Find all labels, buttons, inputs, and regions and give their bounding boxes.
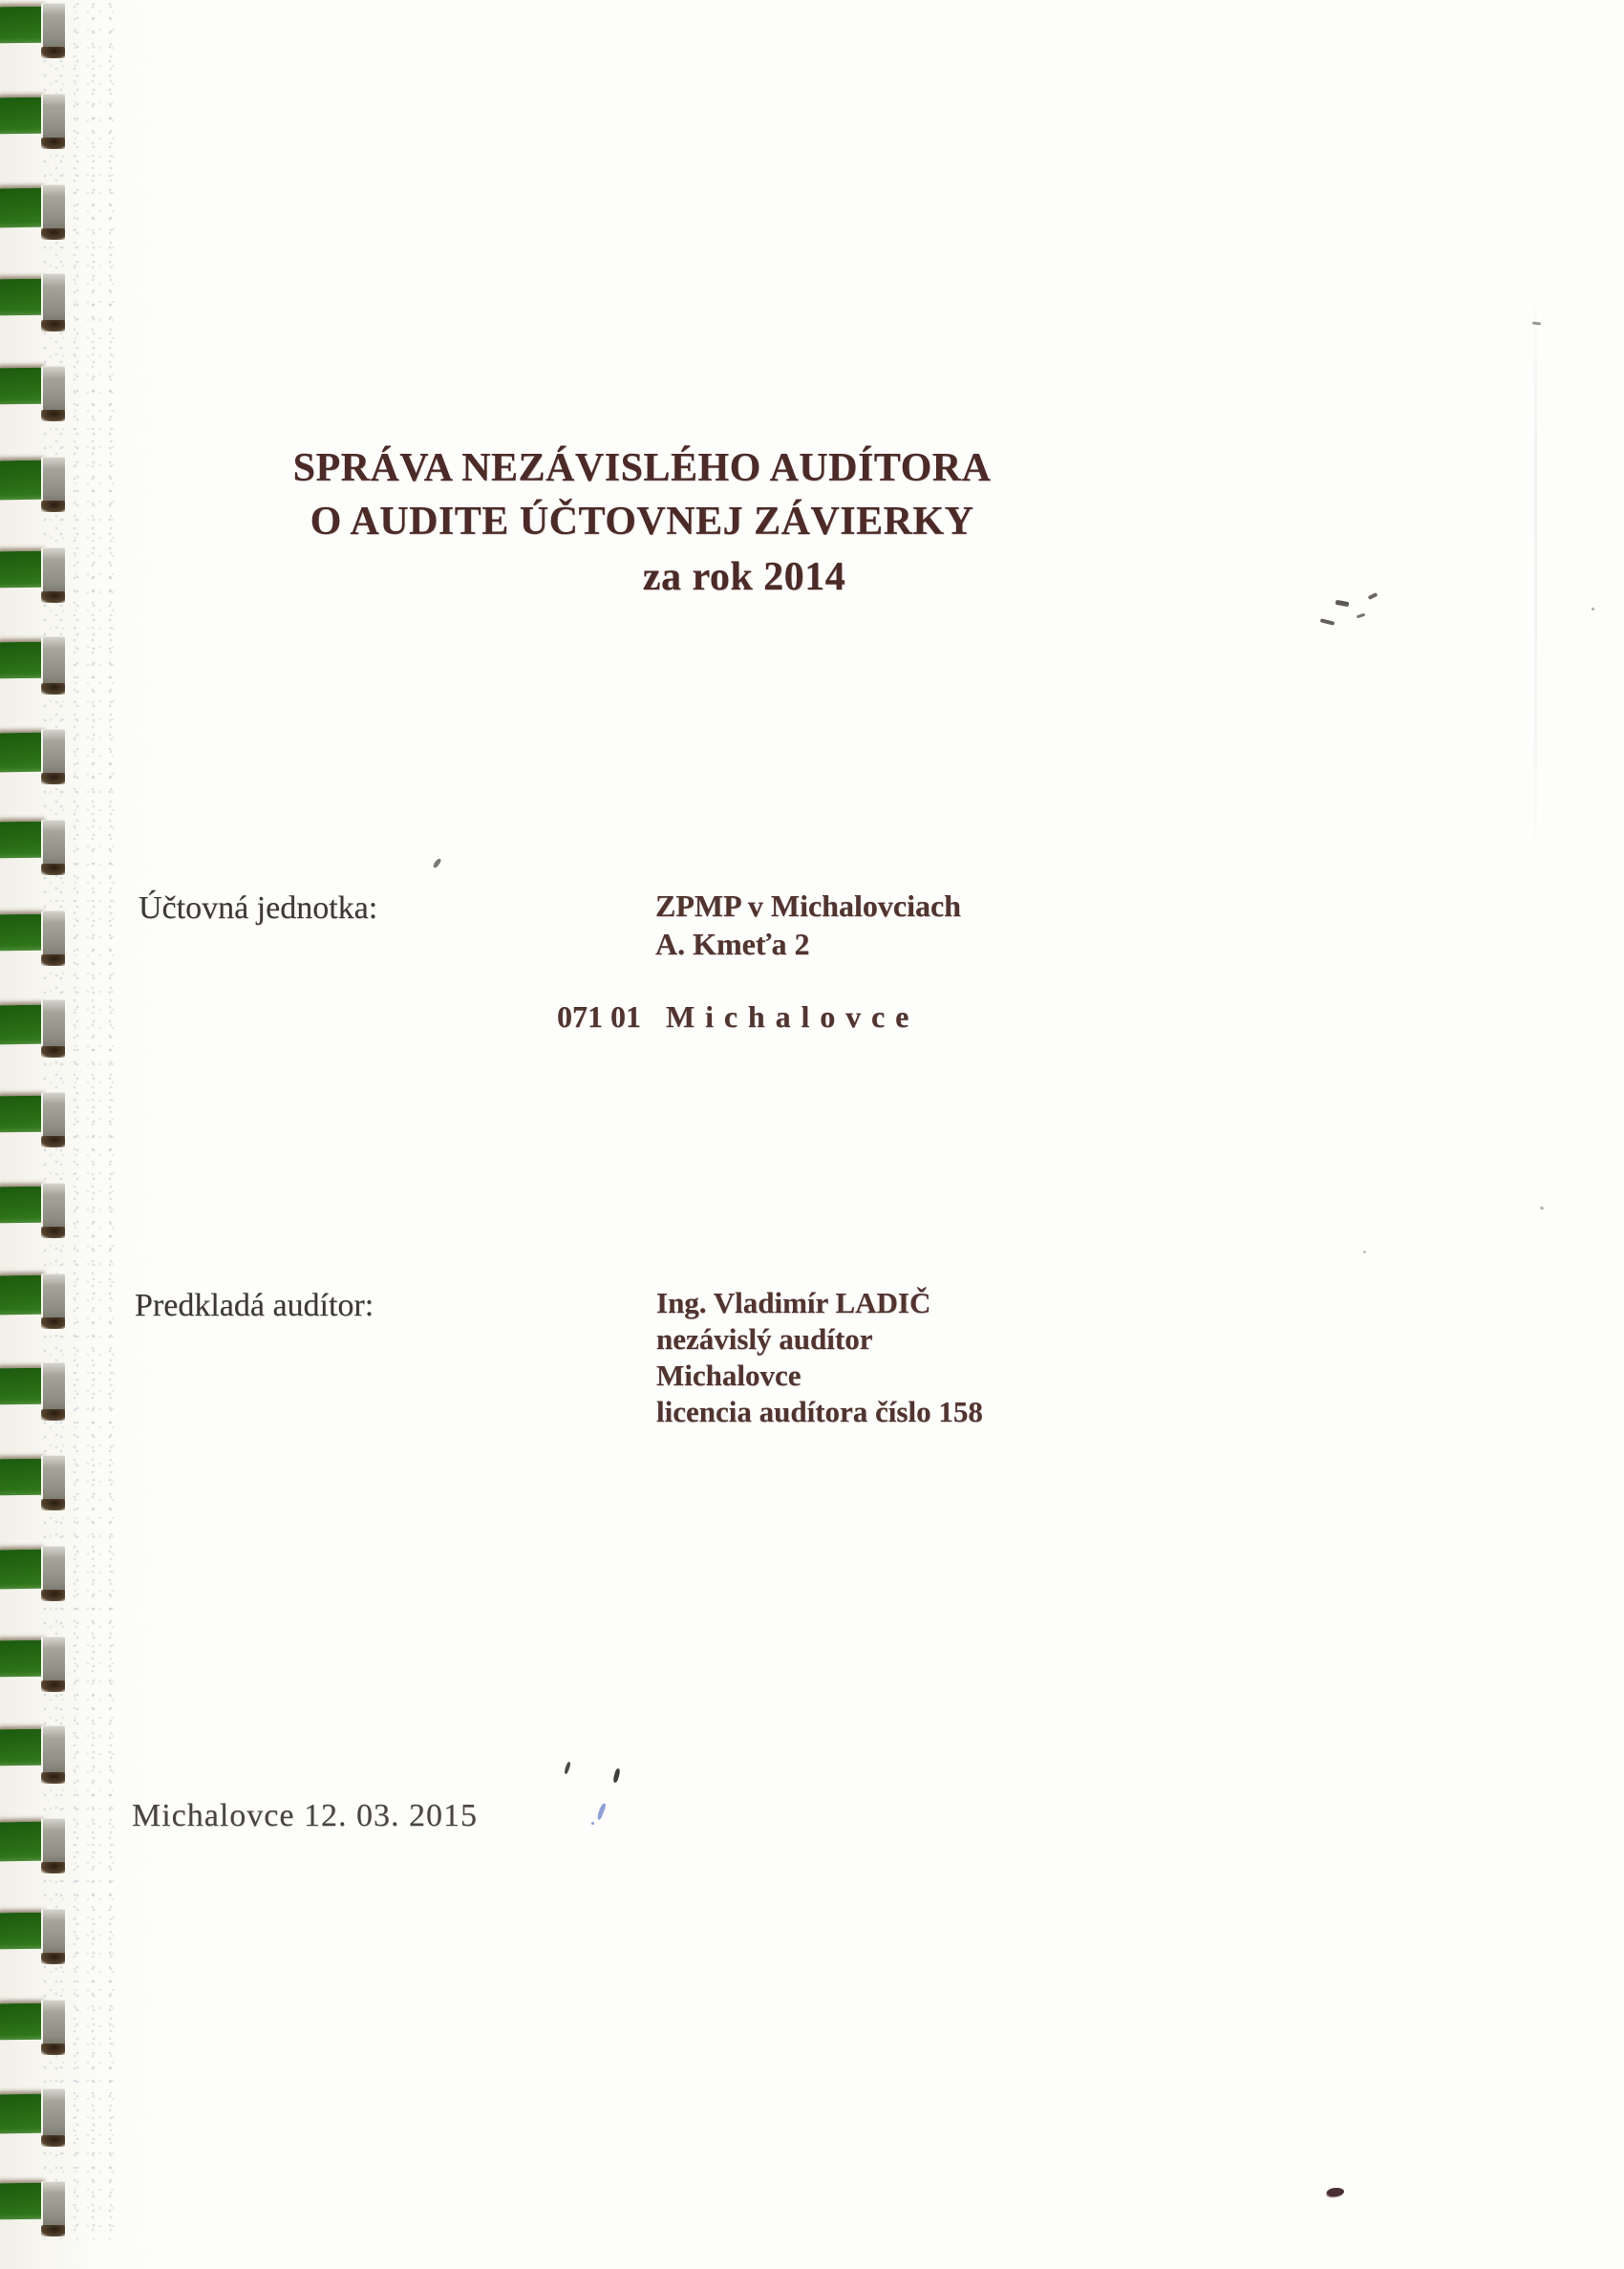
- auditor-city: Michalovce: [656, 1359, 801, 1392]
- binding-tooth-bar: [0, 642, 46, 679]
- binding-tooth-bar: [0, 460, 46, 501]
- binding-tooth-bar: [0, 1368, 46, 1405]
- binding-tooth-hole: [41, 729, 65, 781]
- entity-name: ZPMP v Michalovciach: [655, 888, 961, 923]
- binding-tooth-hole: [41, 1546, 65, 1598]
- binding-tooth: [0, 1180, 76, 1271]
- binding-tooth-bar: [0, 2094, 46, 2134]
- binding-tooth-bar: [0, 1096, 46, 1133]
- binding-tooth-hole: [41, 184, 65, 237]
- entity-label: Účtovná jednotka:: [139, 890, 378, 926]
- binding-tooth-bar: [0, 1275, 46, 1316]
- scan-mark: [1363, 1251, 1366, 1253]
- scan-mark: [432, 858, 442, 869]
- binding-tooth-bar: [0, 368, 46, 405]
- binding-tooth-bar: [0, 7, 46, 44]
- binding-tooth-hole: [41, 1909, 65, 1961]
- report-title-year-line: za rok 2014: [642, 555, 846, 599]
- binding-tooth-hole: [41, 999, 65, 1055]
- binding-tooth: [0, 1724, 76, 1815]
- binding-tooth-hole: [41, 820, 65, 872]
- binding-tooth: [0, 363, 76, 454]
- pen-mark: [564, 1762, 571, 1775]
- binding-tooth: [0, 272, 76, 363]
- binding-tooth: [0, 1997, 76, 2087]
- scan-mark: [1540, 1206, 1545, 1210]
- binding-tooth: [0, 182, 76, 272]
- binding-tooth-hole: [41, 2000, 65, 2052]
- binding-tooth-hole: [41, 636, 65, 692]
- binding-tooth-hole: [41, 366, 65, 418]
- binding-tooth: [0, 2178, 76, 2269]
- binding-tooth-bar: [0, 1459, 46, 1496]
- binding-tooth-bar: [0, 1913, 46, 1950]
- binding-tooth-bar: [0, 733, 46, 773]
- entity-address-block: [655, 887, 961, 963]
- binding-tooth-bar: [0, 2003, 46, 2041]
- report-title-line-2: O AUDITE ÚČTOVNEJ ZÁVIERKY: [310, 500, 974, 544]
- auditor-role: nezávislý audítor: [656, 1322, 873, 1356]
- binding-tooth: [0, 1361, 76, 1452]
- binding-tooth: [0, 0, 76, 91]
- binding-tooth: [0, 1543, 76, 1634]
- binding-tooth: [0, 2087, 76, 2178]
- binding-tooth-hole: [41, 1637, 65, 1689]
- binding-tooth-hole: [41, 1092, 65, 1145]
- binding-tooth-hole: [41, 1183, 65, 1235]
- binding-tooth-bar: [0, 188, 46, 228]
- binding-tooth-bar: [0, 822, 46, 859]
- binding-tooth-hole: [41, 94, 65, 146]
- auditor-details-block: [656, 1285, 983, 1430]
- binding-tooth-bar: [0, 2183, 46, 2220]
- report-title-line-1: SPRÁVA NEZÁVISLÉHO AUDÍTORA: [292, 446, 992, 490]
- binding-tooth-hole: [41, 1818, 65, 1871]
- scanner-streak: [1534, 277, 1537, 869]
- binding-tooth-bar: [0, 1005, 46, 1045]
- binding-tooth-hole: [41, 2181, 65, 2234]
- binding-tooth: [0, 1906, 76, 1997]
- binding-tooth-bar: [0, 1729, 46, 1766]
- binding-tooth: [0, 454, 76, 545]
- binding-tooth-hole: [41, 1455, 65, 1508]
- binding-tooth-hole: [41, 457, 65, 509]
- binding-tooth-bar: [0, 1550, 46, 1590]
- binding-tooth: [0, 1815, 76, 1906]
- binding-tooth-hole: [41, 547, 65, 600]
- entity-street: A. Kmeťa 2: [655, 927, 810, 961]
- binding-tooth-hole: [41, 1274, 65, 1326]
- binding-tooth: [0, 726, 76, 817]
- binding-tooth-bar: [0, 97, 46, 135]
- scan-mark: [1368, 592, 1378, 600]
- binding-tooth: [0, 1089, 76, 1180]
- entity-postal-code: 071 01: [557, 999, 641, 1034]
- binding-comb: [0, 0, 124, 2239]
- binding-tooth-hole: [41, 1362, 65, 1418]
- binding-tooth: [0, 1271, 76, 1361]
- place-date-line: Michalovce 12. 03. 2015: [132, 1798, 478, 1833]
- auditor-licence: licencia audítora číslo 158: [656, 1395, 983, 1428]
- binding-tooth-bar: [0, 279, 46, 316]
- binding-tooth: [0, 1634, 76, 1724]
- binding-tooth: [0, 1452, 76, 1543]
- pen-mark: [612, 1768, 620, 1784]
- binding-tooth-hole: [41, 910, 65, 963]
- entity-postal-line: [557, 999, 919, 1035]
- binding-tooth: [0, 817, 76, 908]
- blue-pen-mark: [591, 1822, 594, 1825]
- binding-tooth-bar: [0, 1187, 46, 1224]
- binding-tooth-bar: [0, 1640, 46, 1678]
- binding-tooth: [0, 635, 76, 726]
- auditor-name: Ing. Vladimír LADIČ: [656, 1286, 931, 1319]
- blue-pen-mark: [596, 1803, 607, 1821]
- binding-tooth-hole: [41, 273, 65, 329]
- binding-tooth-hole: [41, 3, 65, 55]
- scan-mark: [1336, 600, 1350, 607]
- binding-tooth-hole: [41, 2088, 65, 2144]
- binding-tooth: [0, 908, 76, 998]
- auditor-label: Predkladá audítor:: [135, 1288, 374, 1323]
- binding-tooth: [0, 998, 76, 1089]
- binding-tooth-hole: [41, 1725, 65, 1781]
- binding-tooth-bar: [0, 1822, 46, 1862]
- binding-tooth: [0, 545, 76, 635]
- ink-blob-mark: [1326, 2187, 1344, 2197]
- scan-mark: [1320, 618, 1336, 626]
- binding-tooth-bar: [0, 551, 46, 589]
- binding-tooth-bar: [0, 914, 46, 952]
- binding-tooth: [0, 91, 76, 182]
- entity-city: Michalovce: [666, 999, 920, 1034]
- scan-mark: [1357, 613, 1365, 619]
- scan-mark: [1592, 608, 1594, 610]
